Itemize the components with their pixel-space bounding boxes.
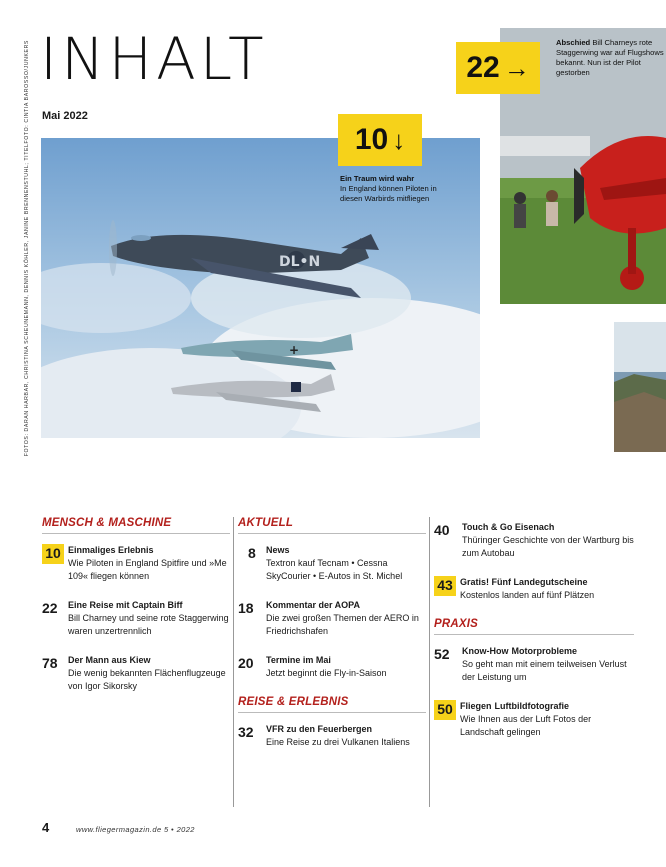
caption-text: In England können Piloten in diesen Warbirds mitfliegen	[340, 184, 437, 203]
svg-text:DL•N: DL•N	[279, 254, 321, 270]
caption-head: Abschied	[556, 38, 591, 47]
page-number: 18	[238, 600, 254, 616]
section-heading: MENSCH & MASCHINE	[42, 517, 230, 534]
toc-entry[interactable]	[434, 645, 634, 684]
caption-head: Ein Traum wird wahr	[340, 174, 415, 183]
badge-number: 10	[354, 123, 389, 156]
toc-entry[interactable]	[42, 544, 230, 583]
issue-date: Mai 2022	[42, 110, 88, 122]
page-number: 78	[42, 655, 58, 671]
entry-subtitle: Luftbildfotografie	[494, 701, 569, 711]
section-heading: AKTUELL	[238, 517, 426, 534]
column-divider	[429, 517, 430, 807]
page-title: INHALT	[40, 25, 268, 93]
entry-text: Wie Piloten in England Spitfire und »Me 109« fliegen können	[68, 558, 227, 581]
page-10-badge[interactable]	[338, 114, 422, 166]
page-22-badge[interactable]	[456, 42, 540, 94]
page-number: 50	[434, 700, 456, 720]
toc-entry[interactable]	[42, 599, 230, 638]
toc-entry[interactable]	[434, 700, 634, 739]
page-number: 52	[434, 646, 450, 662]
section-heading: REISE & ERLEBNIS	[238, 696, 426, 713]
entry-title: Kommentar der AOPA	[266, 600, 361, 610]
page-number: 43	[434, 576, 456, 596]
toc-entry[interactable]	[434, 576, 634, 602]
toc-entry[interactable]	[238, 544, 426, 583]
entry-title: Der Mann aus Kiew	[68, 655, 151, 665]
entry-title: Einmaliges Erlebnis	[68, 545, 154, 555]
entry-title: Termine im Mai	[266, 655, 331, 665]
entry-title: VFR zu den Feuerbergen	[266, 724, 373, 734]
section-heading: PRAXIS	[434, 618, 634, 635]
footer-url[interactable]: www.fliegermagazin.de 5 • 2022	[76, 825, 195, 834]
page-number: 8	[248, 545, 256, 561]
page-number: 40	[434, 522, 450, 538]
page-number: 20	[238, 655, 254, 671]
entry-title: News	[266, 545, 290, 555]
staggerwing-caption	[556, 38, 664, 78]
badge-number: 22	[466, 51, 500, 84]
photo-credit: FOTOS: DARAN HARBAR, CHRISTINA SCHEUNEMANN, DENNIS KÖHLER, JANINE BRENNENSTUHL; TITELFOTO: CINTIA BAROSSO/JUNKERS	[24, 40, 30, 457]
page-number: 10	[42, 544, 64, 564]
entry-title: Know-How	[462, 646, 509, 656]
caption-text: Bill Charneys rote Staggerwing war auf Flugshows bekannt. Nun ist der Pilot gestorben	[556, 38, 664, 77]
entry-text: Bill Charney und seine rote Staggerwing waren unzertrennlich	[68, 613, 229, 636]
warbird-caption	[340, 174, 450, 204]
toc-entry[interactable]	[434, 521, 634, 560]
arrow-down-icon: ↓	[392, 124, 406, 155]
entry-text: Textron kauf Tecnam • Cessna SkyCourier • E-Autos in St. Michel	[266, 558, 403, 581]
entry-text: Kostenlos landen auf fünf Plätzen	[460, 590, 595, 600]
toc-entry[interactable]	[238, 723, 426, 749]
folio-number: 4	[42, 820, 50, 835]
entry-text: Wie Ihnen aus der Luft Fotos der Landschaft gelingen	[460, 714, 592, 737]
column-praxis	[434, 517, 634, 755]
svg-text:+: +	[289, 343, 300, 357]
entry-title: Gratis! Fünf Landegutscheine	[460, 577, 588, 587]
entry-title: Touch & Go Eisenach	[462, 522, 555, 532]
entry-text: So geht man mit einem teilweisen Verlust der Leistung um	[462, 659, 627, 682]
column-mensch-maschine	[42, 517, 230, 709]
entry-text: Die wenig bekannten Flächenflugzeuge von Igor Sikorsky	[68, 668, 226, 691]
column-divider	[233, 517, 234, 807]
page-number: 32	[238, 724, 254, 740]
arrow-right-icon: →	[503, 52, 530, 83]
volcano-coast-photo	[614, 322, 666, 452]
toc-entry[interactable]	[42, 654, 230, 693]
entry-text: Eine Reise zu drei Vulkanen Italiens	[266, 737, 410, 747]
toc-entry[interactable]	[238, 654, 426, 680]
entry-text: Jetzt beginnt die Fly-in-Saison	[266, 668, 387, 678]
page-number: 22	[42, 600, 58, 616]
entry-title: Fliegen	[460, 701, 492, 711]
entry-text: Thüringer Geschichte von der Wartburg bis zum Autobau	[462, 535, 634, 558]
entry-title: Eine Reise mit Captain Biff	[68, 600, 183, 610]
entry-text: Die zwei großen Themen der AERO in Friedrichshafen	[266, 613, 419, 636]
column-aktuell	[238, 517, 426, 765]
entry-subtitle: Motorprobleme	[511, 646, 578, 656]
toc-entry[interactable]	[238, 599, 426, 638]
